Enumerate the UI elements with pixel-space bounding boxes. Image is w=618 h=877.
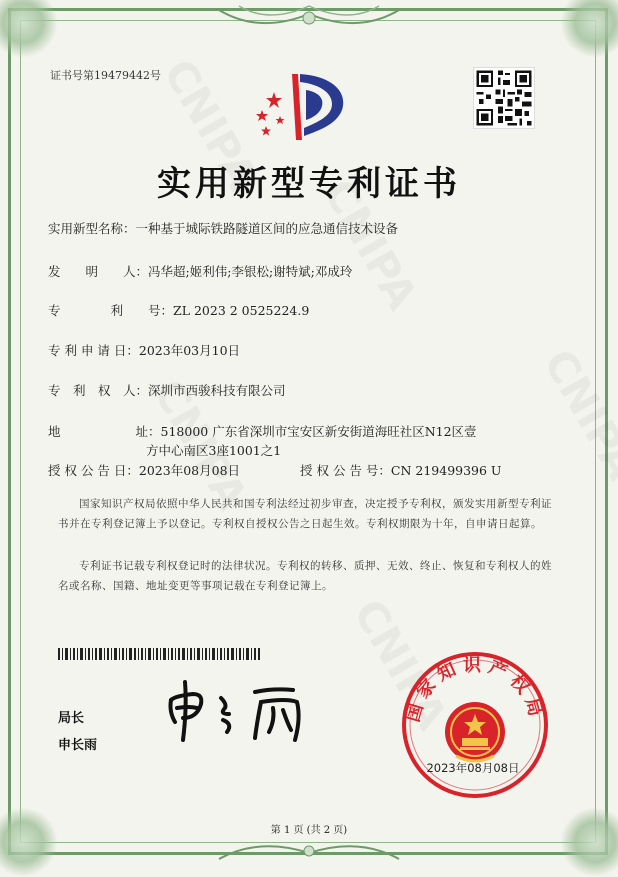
field-value: CN 219499396 U	[390, 463, 502, 478]
field-value: 一种基于城际铁路隧道区间的应急通信技术设备	[135, 221, 399, 236]
field-utility-model-name	[48, 219, 398, 237]
field-inventor	[48, 262, 352, 280]
signatory-name: 申长雨	[58, 738, 98, 753]
field-label: 发 明 人：	[48, 264, 149, 279]
field-value: ZL 2023 2 0525224.9	[173, 303, 310, 318]
field-label: 授 权 公 告 号：	[300, 463, 391, 478]
grant-statement: 国家知识产权局依照中华人民共和国专利法经过初步审查，决定授予专利权，颁发实用新型专利证书并在专利登记簿上予以登记。专利权自授权公告之日起生效。专利权期限为十年，自申请日起算。	[58, 498, 552, 530]
seal-date: 2023年08月08日	[426, 761, 520, 775]
national-emblem-icon	[445, 702, 505, 762]
qr-code-icon	[473, 67, 535, 129]
seal-text: 国家知识产权局	[402, 654, 548, 725]
handwritten-signature-icon	[163, 678, 313, 748]
field-value: 2023年08月08日	[138, 463, 241, 478]
signatory-title: 局长	[58, 711, 85, 726]
corner-ornament	[560, 807, 618, 877]
field-label: 专 利 申 请 日：	[48, 343, 139, 358]
field-address-line2: 方中心南区3座1001之1	[146, 443, 282, 458]
certificate-number: 证书号第19479442号	[50, 69, 161, 82]
field-value: 518000 广东省深圳市宝安区新安街道海旺社区N12区壹	[160, 424, 477, 439]
field-grant-number	[300, 461, 501, 479]
field-label: 地 址：	[48, 424, 161, 439]
official-seal	[400, 650, 550, 800]
legal-status-statement: 专利证书记载专利权登记时的法律状况。专利权的转移、质押、无效、终止、恢复和专利权人的姓名或名称、国籍、地址变更等事项记载在专利登记簿上。	[58, 560, 552, 592]
top-ornament-icon	[209, 0, 409, 34]
field-patent-number	[48, 301, 309, 319]
field-patentee	[48, 381, 286, 399]
cnipa-emblem-icon	[252, 70, 352, 144]
field-value: 2023年03月10日	[138, 343, 241, 358]
page-number: 第 1 页 (共 2 页)	[270, 825, 348, 836]
certificate-title: 实用新型专利证书	[157, 164, 461, 204]
field-label: 实用新型名称：	[48, 221, 136, 236]
field-value: 深圳市西骏科技有限公司	[148, 383, 286, 398]
barcode-icon	[58, 648, 260, 660]
field-label: 授 权 公 告 日：	[48, 463, 139, 478]
field-filing-date	[48, 341, 240, 359]
field-grant-date	[48, 461, 240, 479]
field-label: 专 利 权 人：	[48, 383, 149, 398]
field-label: 专 利 号：	[48, 303, 174, 318]
bottom-ornament-icon	[209, 837, 409, 865]
field-address	[48, 422, 477, 440]
field-value: 冯华超;姬利伟;李银松;谢特斌;邓成玲	[148, 264, 353, 279]
